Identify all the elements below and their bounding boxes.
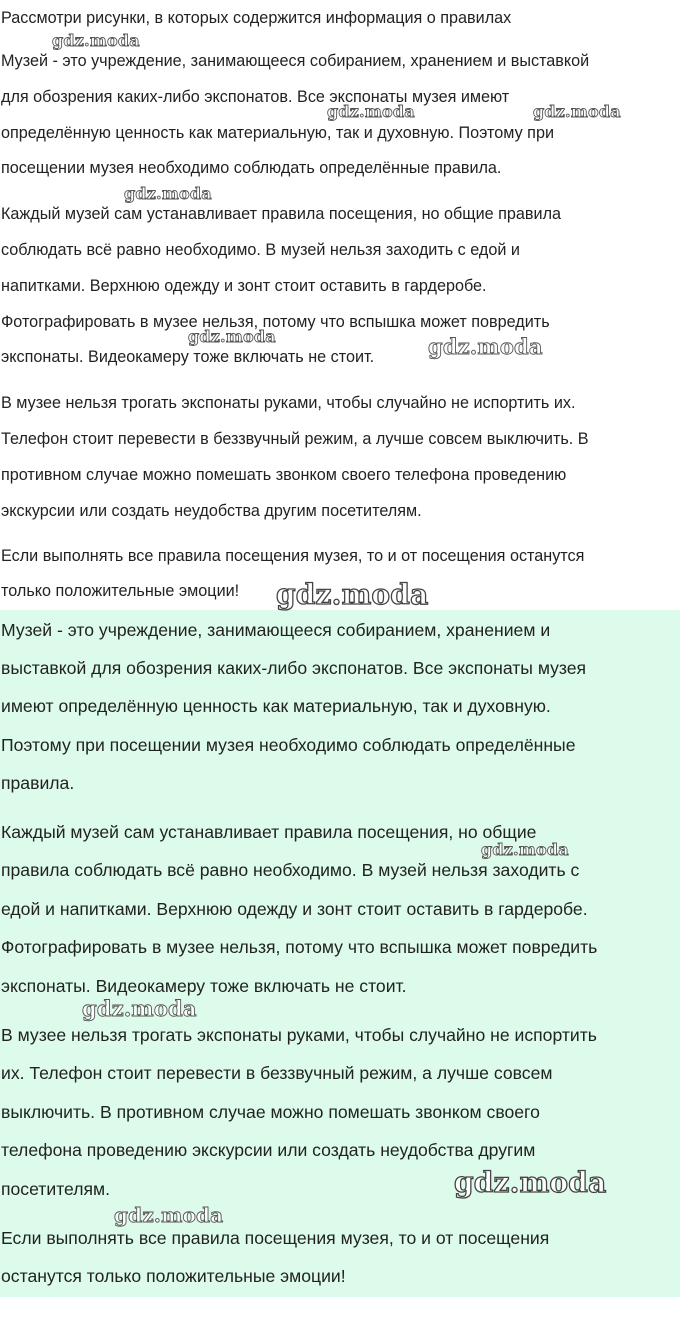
text-line: определённую ценность как материальную, так и духовную. Поэтому при — [1, 124, 554, 142]
text-line: выключить. В противном случае можно помешать звонком своего — [1, 1102, 540, 1122]
text-line: экспонаты. Видеокамеру тоже включать не стоит. — [1, 976, 407, 996]
text-line: Каждый музей сам устанавливает правила посещения, но общие правила — [1, 205, 562, 223]
watermark: gdz.moda — [481, 840, 569, 859]
text-line: соблюдать всё равно необходимо. В музей нельзя заходить с едой и — [1, 241, 520, 259]
text-line: Если выполнять все правила посещения музея, то и от посещения — [1, 1228, 550, 1248]
watermark: gdz.moda — [188, 327, 276, 346]
text-line: Если выполнять все правила посещения музея, то и от посещения останутся — [1, 547, 585, 565]
watermark: gdz.moda — [428, 334, 543, 359]
text-line: выставкой для обозрения каких-либо экспонатов. Все экспонаты музея — [1, 658, 587, 678]
watermark: gdz.moda — [276, 578, 429, 611]
text-line: экскурсии или создать неудобства другим посетителям. — [1, 502, 422, 520]
text-line: имеют определённую ценность как материальную, так и духовную. — [1, 696, 551, 716]
text-line: В музее нельзя трогать экспонаты руками, чтобы случайно не испортить — [1, 1025, 597, 1045]
text-line: Поэтому при посещении музея необходимо соблюдать определённые — [1, 735, 576, 755]
text-line: напитками. Верхнюю одежду и зонт стоит оставить в гардеробе. — [1, 277, 487, 295]
watermark: gdz.moda — [52, 31, 140, 50]
text-line: Музей - это учреждение, занимающееся собиранием, хранением и — [1, 620, 551, 640]
text-line: противном случае можно помешать звонком своего телефона проведению — [1, 466, 567, 484]
watermark: gdz.moda — [533, 102, 621, 121]
text-line: правила. — [1, 773, 75, 793]
watermark: gdz.moda — [114, 1203, 224, 1227]
text-line: Фотографировать в музее нельзя, потому что вспышка может повредить — [1, 313, 550, 331]
text-line: Фотографировать в музее нельзя, потому что вспышка может повредить — [1, 937, 598, 957]
text-line: Телефон стоит перевести в беззвучный режим, а лучше совсем выключить. В — [1, 430, 589, 448]
text-line: правила соблюдать всё равно необходимо. В музей нельзя заходить с — [1, 860, 580, 880]
text-line: для обозрения каких-либо экспонатов. Все экспонаты музея имеют — [1, 88, 510, 106]
text-line: посещении музея необходимо соблюдать определённые правила. — [1, 159, 502, 177]
text-line: В музее нельзя трогать экспонаты руками, чтобы случайно не испортить их. — [1, 394, 576, 412]
watermark: gdz.moda — [124, 184, 212, 203]
text-line: только положительные эмоции! — [1, 582, 240, 600]
intro-text: Рассмотри рисунки, в которых содержится информация о правилах — [1, 9, 512, 27]
text-line: телефона проведению экскурсии или создать неудобства другим — [1, 1140, 536, 1160]
text-line: экспонаты. Видеокамеру тоже включать не стоит. — [1, 348, 375, 366]
text-line: останутся только положительные эмоции! — [1, 1266, 346, 1286]
watermark: gdz.moda — [454, 1166, 607, 1199]
watermark: gdz.moda — [327, 102, 415, 121]
text-line: их. Телефон стоит перевести в беззвучный режим, а лучше совсем — [1, 1063, 553, 1083]
text-line: едой и напитками. Верхнюю одежду и зонт стоит оставить в гардеробе. — [1, 899, 588, 919]
text-line: Музей - это учреждение, занимающееся собиранием, хранением и выставкой — [1, 52, 590, 70]
watermark: gdz.moda — [82, 996, 197, 1021]
text-line: посетителям. — [1, 1179, 111, 1199]
text-line: Каждый музей сам устанавливает правила посещения, но общие — [1, 822, 537, 842]
